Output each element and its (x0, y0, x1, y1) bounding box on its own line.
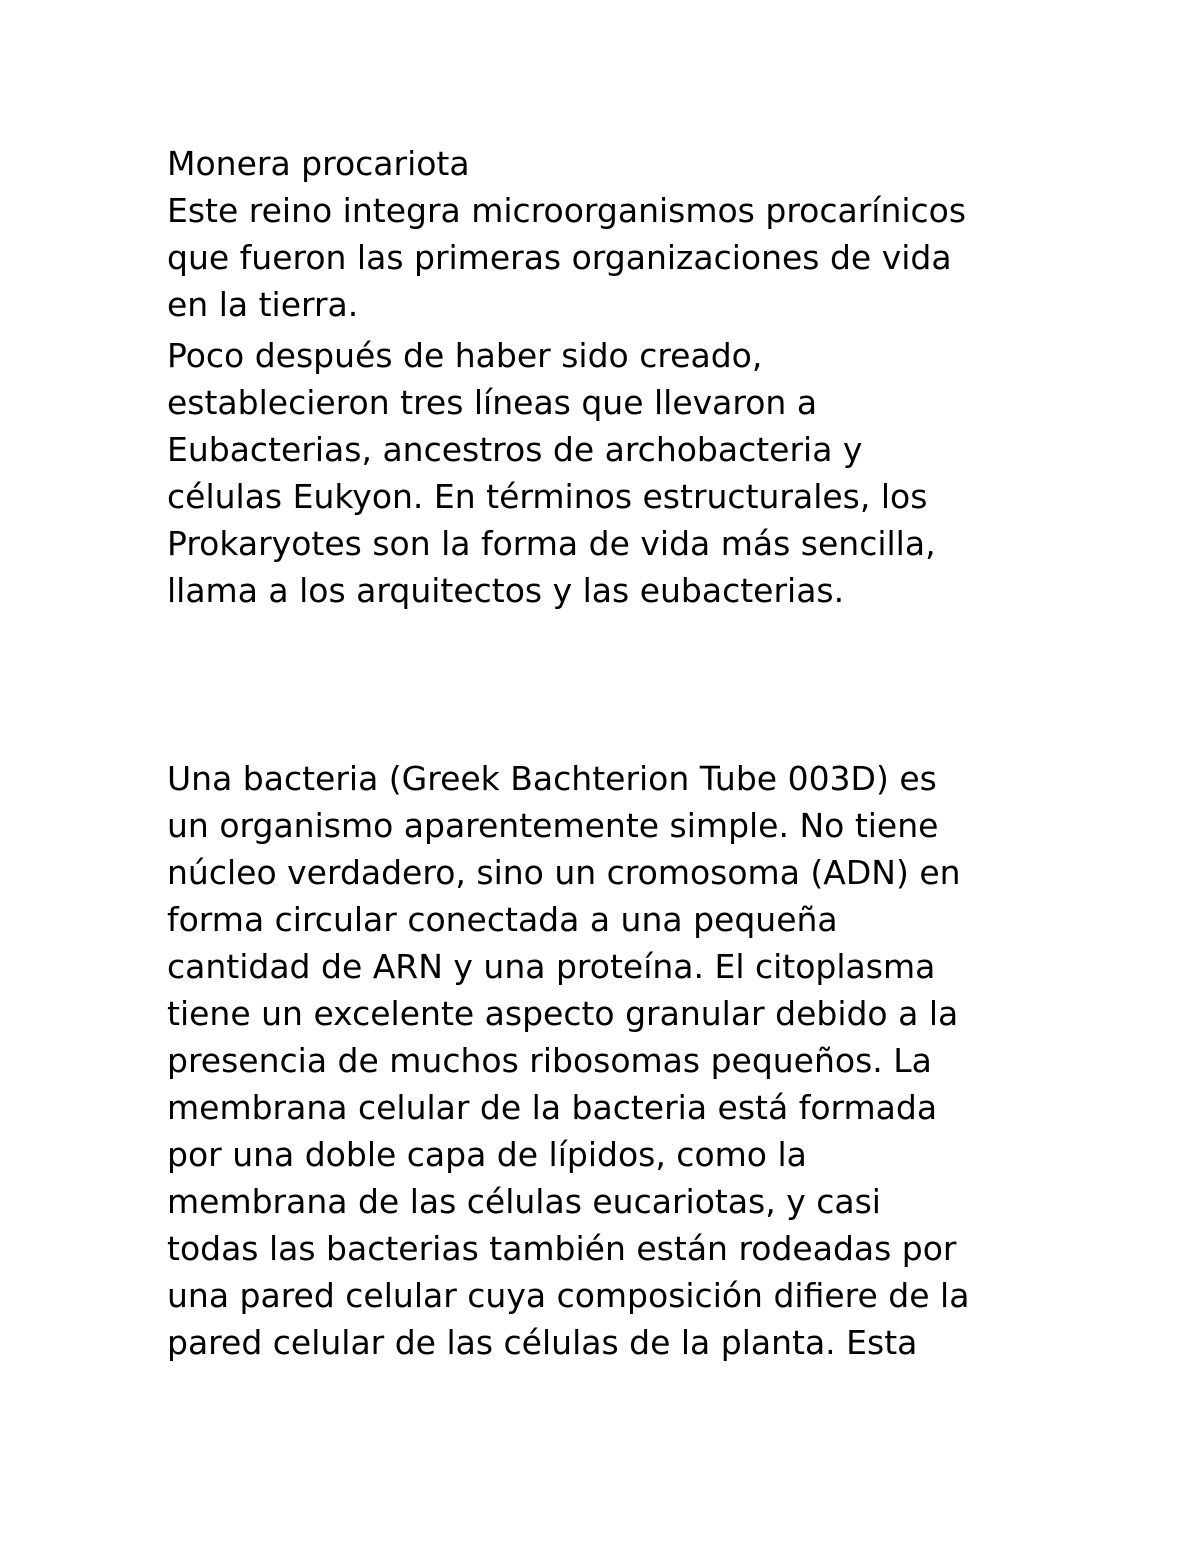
paragraph-3 (167, 755, 1037, 1366)
paragraph-line: Eubacterias, ancestros de archobacteria y (167, 430, 863, 469)
paragraph-line: por una doble capa de lípidos, como la (167, 1135, 807, 1174)
paragraph-line: en la tierra. (167, 285, 359, 324)
paragraph-line: Poco después de haber sido creado, (167, 336, 763, 375)
paragraph-line: una pared celular cuya composición difiere de la (167, 1276, 970, 1315)
paragraph-line: pared celular de las células de la planta. Esta (167, 1323, 918, 1362)
paragraph-line: todas las bacterias también están rodeadas por (167, 1229, 957, 1268)
paragraph-line: Prokaryotes son la forma de vida más sencilla, (167, 524, 936, 563)
paragraph-line: células Eukyon. En términos estructurales, los (167, 477, 928, 516)
paragraph-line: presencia de muchos ribosomas pequeños. La (167, 1041, 932, 1080)
paragraph-line: llama a los arquitectos y las eubacterias. (167, 571, 845, 610)
paragraph-line: tiene un excelente aspecto granular debido a la (167, 994, 959, 1033)
paragraph-line: membrana de las células eucariotas, y casi (167, 1182, 881, 1221)
paragraph-line: que fueron las primeras organizaciones de vida (167, 238, 952, 277)
paragraph-1 (167, 187, 1037, 328)
paragraph-line: cantidad de ARN y una proteína. El citoplasma (167, 947, 936, 986)
document-body (167, 140, 1037, 1366)
paragraph-line: establecieron tres líneas que llevaron a (167, 383, 818, 422)
paragraph-line: forma circular conectada a una pequeña (167, 900, 838, 939)
paragraph-spacer (167, 614, 1037, 755)
paragraph-line: Este reino integra microorganismos procarínicos (167, 191, 967, 230)
document-title: Monera procariota (167, 144, 470, 183)
paragraph-line: membrana celular de la bacteria está formada (167, 1088, 938, 1127)
paragraph-line: un organismo aparentemente simple. No tiene (167, 806, 939, 845)
paragraph-line: núcleo verdadero, sino un cromosoma (ADN) en (167, 853, 961, 892)
paragraph-line: Una bacteria (Greek Bachterion Tube 003D) es (167, 759, 937, 798)
paragraph-2 (167, 332, 1037, 614)
